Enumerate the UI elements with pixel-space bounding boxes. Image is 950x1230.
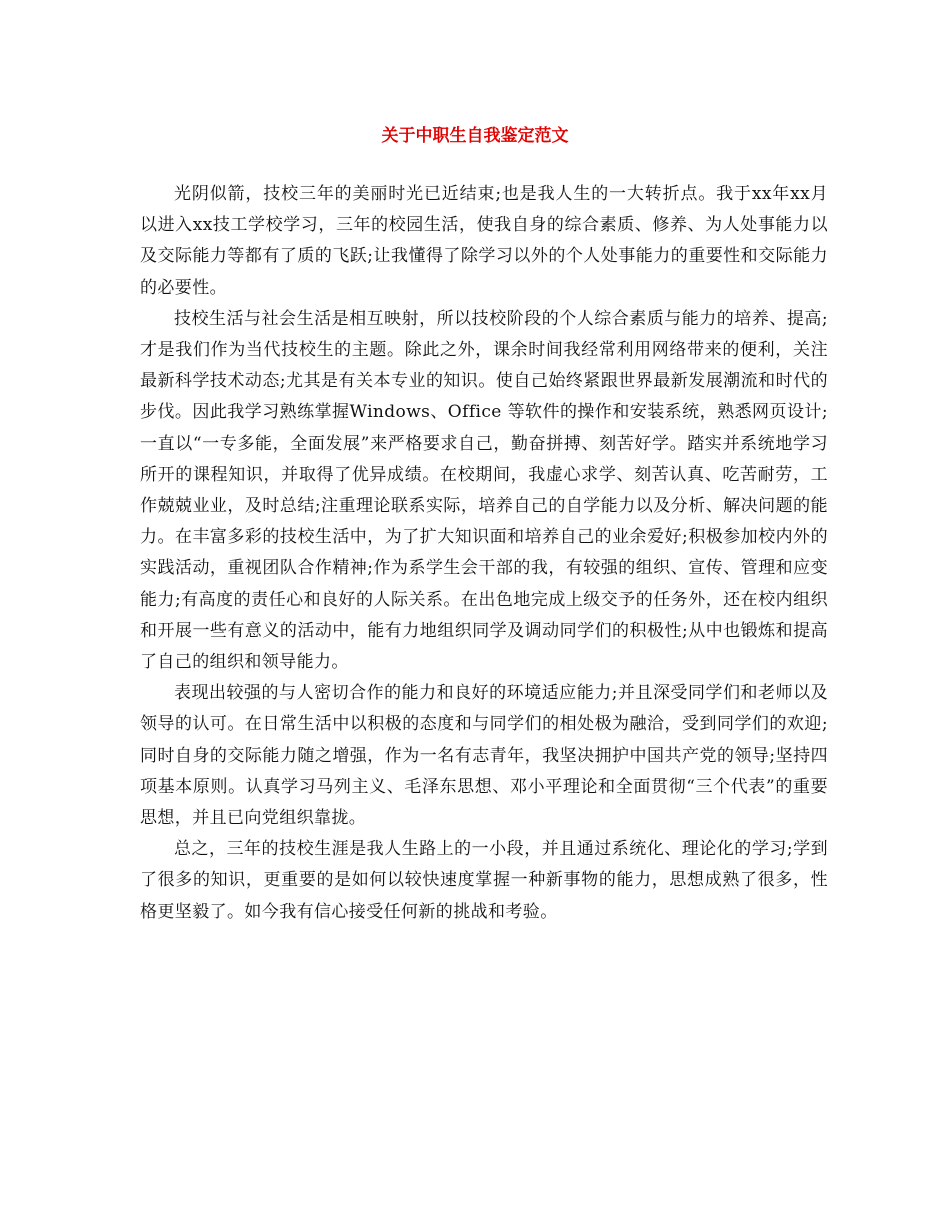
paragraph-1: 光阴似箭，技校三年的美丽时光已近结束;也是我人生的一大转折点。我于xx年xx月以进入xx技工学校学习，三年的校园生活，使我自身的综合素质、修养、为人处事能力以及交际能力等都有了质的飞跃;让我懂得了除学习以外的个人处事能力的重要性和交际能力的必要性。 xyxy=(140,184,828,298)
paragraph-4: 总之，三年的技校生涯是我人生路上的一小段，并且通过系统化、理论化的学习;学到了很多的知识，更重要的是如何以较快速度掌握一种新事物的能力，思想成熟了很多，性格更坚毅了。如今我有信心接受任何新的挑战和考验。 xyxy=(140,839,828,922)
document-title: 关于中职生自我鉴定范文 xyxy=(381,126,569,146)
paragraph-2: 技校生活与社会生活是相互映射，所以技校阶段的个人综合素质与能力的培养、提高;才是我们作为当代技校生的主题。除此之外，课余时间我经常利用网络带来的便利，关注最新科学技术动态;尤其是有关本专业的知识。使自己始终紧跟世界最新发展潮流和时代的步伐。因此我学习熟练掌握Windows、Office 等软件的操作和安装系统，熟悉网页设计;一直以“一专多能，全面发展”来严格要求自己，勤奋拼搏、刻苦好学。踏实并系统地学习所开的课程知识，并取得了优异成绩。在校期间，我虚心求学、刻苦认真、吃苦耐劳，工作兢兢业业，及时总结;注重理论联系实际，培养自己的自学能力以及分析、解决问题的能力。在丰富多彩的技校生活中，为了扩大知识面和培养自己的业余爱好;积极参加校内外的实践活动，重视团队合作精神;作为系学生会干部的我，有较强的组织、宣传、管理和应变能力;有高度的责任心和良好的人际关系。在出色地完成上级交予的任务外，还在校内组织和开展一些有意义的活动中，能有力地组织同学及调动同学们的积极性;从中也锻炼和提高了自己的组织和领导能力。 xyxy=(140,308,828,673)
document-body xyxy=(140,179,828,928)
paragraph-3: 表现出较强的与人密切合作的能力和良好的环境适应能力;并且深受同学们和老师以及领导的认可。在日常生活中以积极的态度和与同学们的相处极为融洽，受到同学们的欢迎;同时自身的交际能力随之增强，作为一名有志青年，我坚决拥护中国共产党的领导;坚持四项基本原则。认真学习马列主义、毛泽东思想、邓小平理论和全面贯彻“三个代表”的重要思想，并且已向党组织靠拢。 xyxy=(140,683,828,829)
